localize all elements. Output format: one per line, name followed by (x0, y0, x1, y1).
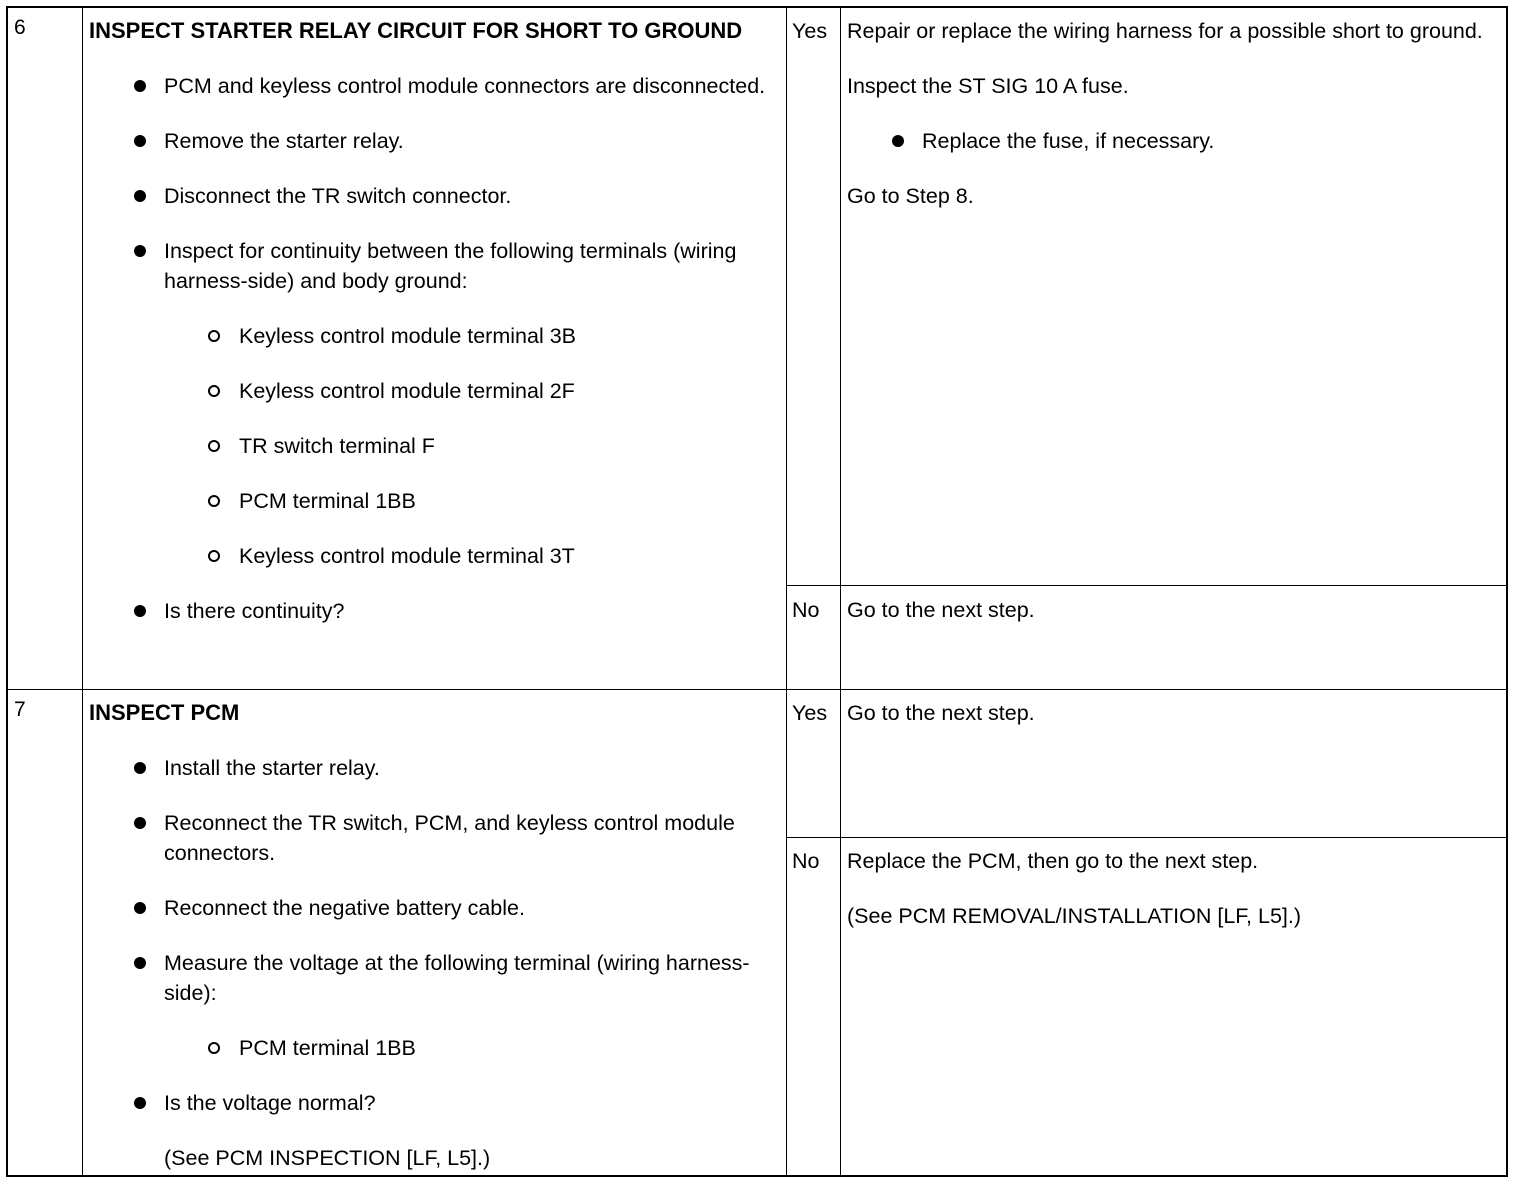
bullet-item: PCM and keyless control module connectors are disconnected. (89, 71, 779, 101)
sub-bullet-item: Keyless control module terminal 3T (89, 541, 779, 571)
yes-no-divider (786, 585, 1506, 586)
sub-bullet-item: PCM terminal 1BB (89, 486, 779, 516)
column-divider (82, 8, 83, 1175)
no-label: No (792, 598, 820, 622)
no-label: No (792, 849, 820, 873)
yes-action: Repair or replace the wiring harness for a possible short to ground. Inspect the ST SIG 10 A fuse. Replace the fuse, if necessary. Go to Step 8. (847, 16, 1502, 236)
yes-no-divider (786, 837, 1506, 838)
step-procedure (89, 16, 779, 651)
bullet-item: Install the starter relay. (89, 753, 779, 783)
bullet-item: Reconnect the negative battery cable. (89, 893, 779, 923)
sub-bullet-item: Keyless control module terminal 2F (89, 376, 779, 406)
reference-text: (See PCM INSPECTION [LF, L5].) (164, 1146, 491, 1170)
step-title: INSPECT PCM (89, 700, 240, 725)
yes-label: Yes (792, 19, 828, 43)
step-number: 6 (14, 16, 26, 39)
step-procedure (89, 698, 779, 1198)
bullet-item: Replace the fuse, if necessary. (847, 126, 1502, 156)
bullet-item: Remove the starter relay. (89, 126, 779, 156)
no-action: Replace the PCM, then go to the next step. (See PCM REMOVAL/INSTALLATION [LF, L5].) (847, 849, 1302, 928)
question-item: Is there continuity? (89, 596, 779, 626)
sub-bullet-item: Keyless control module terminal 3B (89, 321, 779, 351)
bullet-item: Inspect for continuity between the following terminals (wiring harness-side) and body ground: (89, 236, 779, 296)
no-action: Go to the next step. (847, 598, 1035, 622)
bullet-item: Disconnect the TR switch connector. (89, 181, 779, 211)
step-title: INSPECT STARTER RELAY CIRCUIT FOR SHORT TO GROUND (89, 18, 743, 43)
sub-bullet-item: TR switch terminal F (89, 431, 779, 461)
sub-bullet-item: PCM terminal 1BB (89, 1033, 779, 1063)
yes-action: Go to the next step. (847, 701, 1035, 725)
troubleshooting-table (6, 6, 1508, 1177)
bullet-item: Reconnect the TR switch, PCM, and keyless control module connectors. (89, 808, 779, 868)
question-item: Is the voltage normal? (89, 1088, 779, 1118)
row-divider (8, 689, 1506, 690)
column-divider (840, 8, 841, 1175)
bullet-item: Measure the voltage at the following terminal (wiring harness-side): (89, 948, 779, 1008)
column-divider (786, 8, 787, 1175)
yes-label: Yes (792, 701, 828, 725)
step-number: 7 (14, 698, 26, 721)
